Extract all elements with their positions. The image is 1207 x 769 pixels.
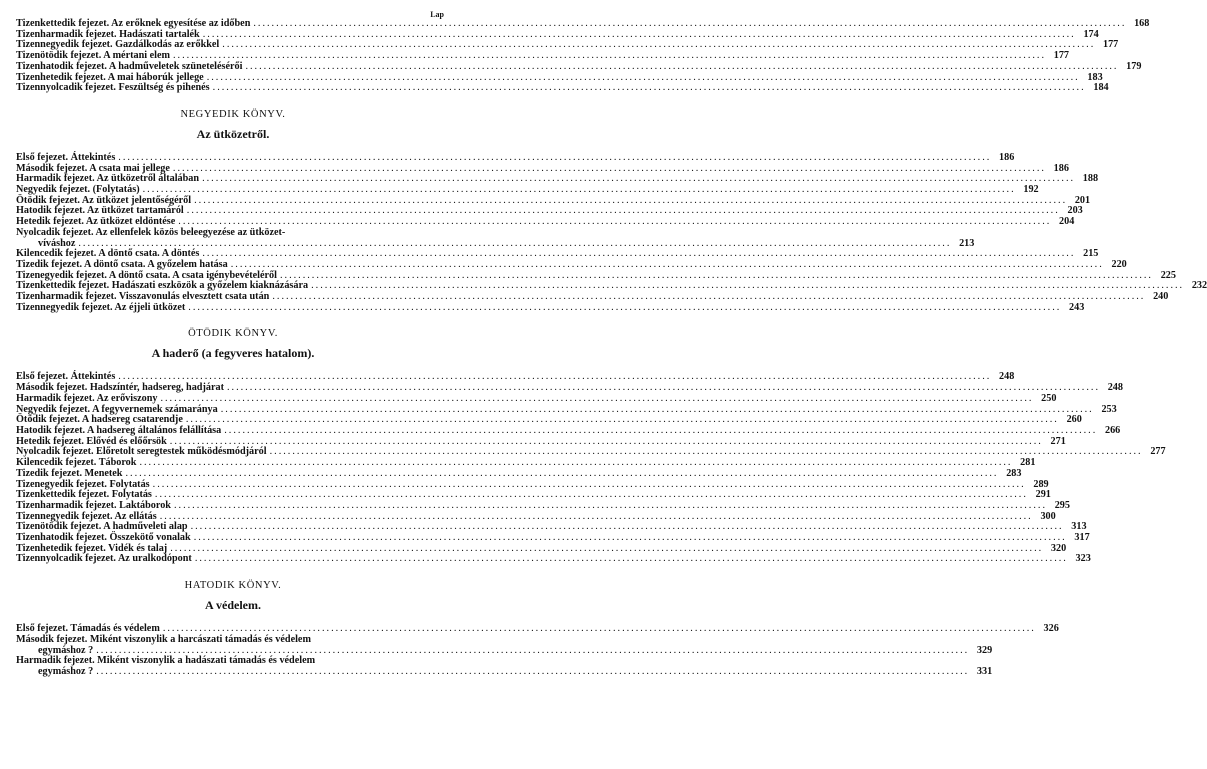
toc-entry-page: 177 (1102, 39, 1119, 51)
toc-entry-page: 320 (1050, 542, 1067, 554)
toc-entry-page: 326 (1043, 623, 1059, 635)
toc-entry-continuation: víváshoz (38, 237, 76, 249)
toc-entry-page: 248 (999, 371, 1015, 383)
toc-entry-page: 291 (1035, 489, 1051, 501)
toc-entry-page: 300 (1040, 510, 1056, 522)
toc-entry-title: Második fejezet. Hadszíntér, hadsereg, hadjárat (16, 382, 224, 394)
dot-leader (160, 394, 1033, 405)
toc-entry-title: Harmadik fejezet. Az ütközetről általában (16, 173, 200, 185)
book-subtitle: Az ütközetről. (196, 126, 270, 141)
toc-entry-title: Negyedik fejezet. (Folytatás) (16, 184, 140, 196)
toc-entry-title: Hetedik fejezet. Elővéd és előőrsök (16, 435, 167, 447)
toc-entry-title: Tizennyolcadik fejezet. Az uralkodópont (16, 553, 192, 565)
toc-entry-page: 253 (1101, 403, 1117, 415)
toc-entry-page: 331 (976, 665, 993, 677)
toc-entry-page: 188 (1082, 173, 1099, 185)
toc-entry-continuation: egymáshoz ? (38, 644, 94, 656)
toc-entry-title: Tizenkettedik fejezet. Folytatás (16, 489, 152, 501)
toc-entry-page: 232 (1191, 280, 1207, 292)
toc-section (16, 108, 1207, 314)
book-heading: HATODIK KÖNYV. (184, 580, 282, 592)
toc-entry-page: 266 (1104, 424, 1121, 436)
dot-leader (195, 554, 1068, 565)
toc-entry-title: Nyolcadik fejezet. Az ellenfelek közös beleegyezése az ütközet- (16, 226, 286, 238)
dot-leader (245, 62, 1118, 73)
dot-leader (125, 469, 998, 480)
toc-entry-title: Harmadik fejezet. Az erőviszony (16, 392, 158, 404)
toc-entry-page: 243 (1069, 301, 1085, 313)
toc-entry-page: 277 (1150, 446, 1166, 458)
toc-entry (16, 467, 1022, 480)
toc-entry-title: Kilencedik fejezet. Táborok (16, 457, 137, 469)
toc-entry-title: Tizenhetedik fejezet. A mai háborúk jellege (16, 71, 204, 83)
toc-entry-page: 260 (1066, 414, 1082, 426)
toc-entry-title: Első fejezet. Áttekintés (16, 371, 116, 383)
toc-entry-page: 215 (1083, 248, 1099, 260)
toc-entry-page: 213 (959, 237, 975, 249)
toc-entry-page: 329 (976, 644, 993, 656)
toc-entry-title: Tizennegyedik fejezet. Az éjjeli ütközet (16, 301, 186, 313)
toc-entry-title: Második fejezet. Miként viszonylik a harcászati támadás és védelem (16, 633, 311, 645)
toc-list (16, 18, 1150, 94)
toc-entry-page: 183 (1087, 71, 1103, 83)
toc-entry-title: Tizenegyedik fejezet. A döntő csata. A csata igénybevételéről (16, 269, 277, 281)
toc-entry-page: 225 (1160, 269, 1176, 281)
toc-entry-title: Tizenegyedik fejezet. Folytatás (16, 478, 150, 490)
toc-entry-page: 323 (1075, 553, 1091, 565)
toc-entry-page: 240 (1153, 291, 1169, 303)
dot-leader (213, 83, 1086, 94)
toc-entry-page: 289 (1033, 478, 1049, 490)
toc-entry (16, 82, 1109, 94)
dot-leader (96, 667, 969, 678)
toc-entry-title: Harmadik fejezet. Miként viszonylik a hadászati támadás és védelem (16, 655, 316, 667)
toc-entry-page: 250 (1041, 392, 1057, 404)
toc-entry-page: 220 (1111, 258, 1127, 270)
dot-leader (178, 217, 1051, 228)
toc-entry (16, 553, 1091, 565)
toc-entry-title: Hatodik fejezet. A hadsereg általános felállítása (16, 424, 222, 436)
toc-entry-page: 186 (999, 151, 1015, 163)
book-heading: ÖTÖDIK KÖNYV. (188, 328, 278, 340)
toc-entry-page: 204 (1059, 216, 1075, 228)
toc-entry-page: 192 (1023, 184, 1039, 196)
toc-entry-title: Tizennyolcadik fejezet. Feszültség és pihenés (16, 82, 210, 94)
toc-entry-title: Nyolcadik fejezet. Előretolt seregtestek működésmódjáról (16, 446, 267, 458)
toc-entry (16, 226, 975, 249)
toc-entry-title: Első fejezet. Támadás és védelem (16, 623, 160, 635)
book-subtitle: A védelem. (205, 598, 261, 613)
toc-entry-title: Tizenkettedik fejezet. Az erőknek egyesítése az időben (16, 18, 251, 29)
dot-leader (188, 303, 1061, 314)
toc-entry-title: Negyedik fejezet. A fegyvernemek számaránya (16, 403, 218, 415)
toc-entry-title: Ötödik fejezet. Az ütközet jelentőségéről (16, 194, 192, 206)
toc-entry-page: 317 (1074, 532, 1090, 544)
toc-entry-page: 203 (1067, 205, 1083, 217)
toc-list (16, 371, 1166, 565)
toc-entry-page: 283 (1006, 467, 1022, 479)
toc-entry-page: 179 (1126, 60, 1142, 72)
toc-entry-continuation: egymáshoz ? (38, 665, 94, 677)
toc-entry-title: Tizenhetedik fejezet. Vidék és talaj (16, 542, 168, 554)
dot-leader (174, 501, 1047, 512)
toc-section (16, 328, 1166, 565)
toc-entry (16, 655, 993, 677)
toc-entry-title: Tizenhatodik fejezet. Összekötő vonalak (16, 532, 191, 544)
toc-container (16, 18, 1207, 678)
toc-entry-title: Tizenharmadik fejezet. Laktáborok (16, 499, 171, 511)
toc-entry-title: Tizenhatodik fejezet. A hadműveletek szünetelésérői (16, 60, 243, 72)
book-subtitle: A haderő (a fegyveres hatalom). (151, 346, 315, 361)
toc-entry-title: Második fejezet. A csata mai jellege (16, 162, 170, 174)
toc-entry-title: Tizenkettedik fejezet. Hadászati eszközök a győzelem kiaknázására (16, 280, 309, 292)
book-heading: NEGYEDIK KÖNYV. (180, 108, 286, 120)
toc-entry-title: Hatodik fejezet. Az ütközet tartamáról (16, 205, 184, 217)
toc-list (16, 151, 1207, 314)
toc-entry-page: 168 (1134, 18, 1150, 29)
toc-entry-page: 313 (1071, 521, 1087, 533)
toc-entry-title: Kilencedik fejezet. A döntő csata. A döntés (16, 248, 200, 260)
toc-entry-continuation-line (16, 665, 993, 678)
toc-entry-page: 184 (1093, 82, 1109, 94)
toc-entry-title: Ötödik fejezet. A hadsereg csatarendje (16, 414, 183, 426)
toc-entry (16, 301, 1085, 314)
toc-entry-page: 271 (1050, 435, 1066, 447)
toc-entry-page: 201 (1074, 194, 1091, 206)
toc-entry (16, 633, 993, 656)
toc-entry-page: 186 (1053, 162, 1069, 174)
toc-entry-title: Hetedik fejezet. Az ütközet eldöntése (16, 216, 176, 228)
toc-entry-page: 174 (1083, 28, 1099, 40)
toc-entry-title: Tizedik fejezet. Menetek (16, 467, 123, 479)
toc-entry-title: Tizedik fejezet. A döntő csata. A győzelem hatása (16, 258, 228, 270)
toc-entry-page: 295 (1054, 499, 1070, 511)
toc-entry-title: Tizenharmadik fejezet. Visszavonulás elvesztett csata után (16, 291, 270, 303)
toc-entry (16, 392, 1057, 405)
toc-entry-page: 248 (1107, 382, 1123, 394)
toc-section (16, 580, 1059, 678)
toc-entry-title: Tizennegyedik fejezet. Az ellátás (16, 510, 157, 522)
toc-entry-title: Tizennegyedik fejezet. Gazdálkodás az erőkkel (16, 39, 220, 51)
toc-entry-page: 281 (1020, 457, 1036, 469)
toc-entry-title: Tizenharmadik fejezet. Hadászati tartalék (16, 28, 200, 40)
page-column-label: Lap (430, 10, 444, 19)
toc-entry (16, 60, 1142, 73)
toc-entry-title: Tizenötödik fejezet. A mértani elem (16, 50, 170, 62)
toc-entry-title: Első fejezet. Áttekintés (16, 151, 116, 163)
toc-section (16, 18, 1150, 94)
toc-list (16, 623, 1059, 678)
toc-entry-page: 177 (1053, 50, 1069, 62)
toc-entry-title: Tizenötödik fejezet. A hadműveleti alap (16, 521, 188, 533)
toc-entry (16, 499, 1070, 512)
